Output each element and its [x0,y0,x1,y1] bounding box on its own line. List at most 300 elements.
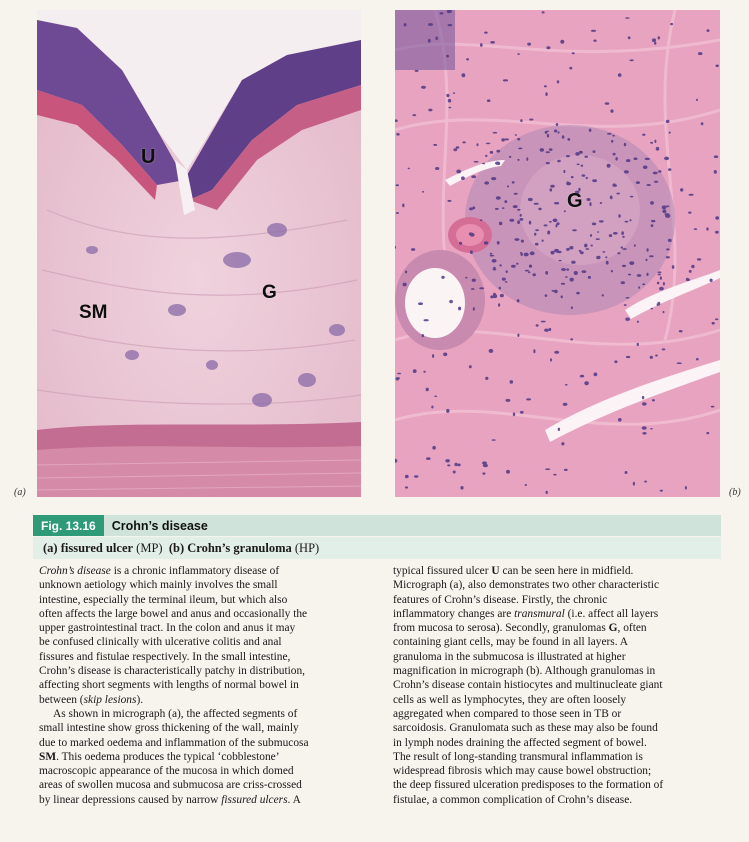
nucleus [642,283,645,285]
nucleus [513,205,518,208]
nucleus [480,219,482,221]
nucleus [633,482,635,486]
text-line: fissures and fistulae respectively. In the small intestine, [39,650,291,663]
nucleus [547,134,549,137]
nucleus [591,245,593,247]
panel-b-desc: Crohn’s granuloma [187,540,292,555]
nucleus [550,188,553,191]
nucleus [613,153,616,156]
nucleus [551,251,555,255]
nucleus [491,177,496,180]
nucleus [624,221,628,223]
nucleus [651,308,654,310]
nucleus [532,273,536,276]
nucleus [657,282,659,285]
nucleus [577,164,580,166]
nucleus [396,184,399,186]
text-line: Crohn’s disease is characteristically patchy in distribution, [39,665,306,678]
nucleus [424,319,429,321]
nucleus [514,238,519,241]
nucleus [517,138,520,140]
nucleus [485,377,488,380]
nucleus [509,219,514,222]
nucleus [423,371,426,373]
nucleus [662,348,666,350]
figure-number: Fig. 13.16 [33,515,104,536]
nucleus [404,23,407,26]
nucleus [443,353,447,357]
text-span: typical fissured ulcer [393,565,492,577]
nucleus [570,338,573,340]
nucleus [440,12,444,14]
nucleus [502,207,505,209]
nucleus [507,185,509,187]
nucleus [526,157,528,161]
nucleus [706,227,708,230]
nucleus [652,38,656,42]
nucleus [495,208,499,210]
nucleus [680,188,683,191]
nucleus [625,471,628,474]
nucleus [525,484,527,486]
nucleus [622,265,626,267]
nucleus [498,303,500,307]
panel-a-desc: fissured ulcer [60,540,134,555]
nucleus [564,210,566,212]
nucleus [469,365,472,368]
figure-title: Crohn’s disease [111,518,208,533]
nucleus [621,246,623,248]
text-span: by linear depressions caused by narrow [39,793,222,806]
micrograph-a-image [37,10,361,497]
nucleus [473,307,475,311]
nucleus [689,270,692,273]
nucleus [447,464,450,466]
nucleus [660,276,662,279]
nucleus [471,288,475,290]
micrograph-b-image [395,10,720,497]
nucleus [582,174,586,176]
nucleus [530,251,535,255]
nucleus [545,294,548,297]
nucleus [586,248,590,250]
nucleus [529,265,532,268]
nucleus [629,219,631,221]
nucleus [405,475,409,479]
nucleus [712,322,715,325]
nucleus [689,194,694,196]
nucleus [672,265,675,269]
nucleus [524,253,529,257]
nucleus [499,222,502,226]
nucleus [512,181,515,183]
nucleus [403,283,407,287]
nucleus [561,268,566,271]
panel-b-mag-text: (HP) [294,540,320,555]
nucleus [465,277,467,279]
nucleus [710,279,713,282]
nucleus [652,399,655,401]
nucleus [594,373,598,377]
nucleus [535,229,539,231]
nucleus [622,248,626,250]
nucleus [593,150,596,153]
text-span: can be seen here in midfield. [499,565,634,577]
nucleus [484,32,488,34]
nucleus [649,255,654,257]
nucleus [651,220,655,222]
nucleus [625,17,629,19]
nucleus [706,432,709,434]
fissured-ulcers-term: fissured ulcers [221,793,288,806]
nucleus [642,396,644,399]
nucleus [584,244,587,248]
nucleus [435,37,438,41]
nucleus [645,259,647,261]
nucleus [556,249,558,252]
nucleus [586,198,590,201]
nucleus [544,224,548,226]
nucleus [607,164,611,168]
text-line: due to marked oedema and inflammation of the submucosa [39,736,309,749]
text-span: from mucosa to serosa). Secondly, granulomas [393,622,609,635]
nucleus [642,426,647,430]
text-line: The result of long-standing transmural inflammation is [393,750,643,763]
nucleus [474,161,479,163]
nucleus [485,155,487,157]
nucleus [593,40,596,42]
nucleus [514,193,518,195]
nucleus [688,212,691,214]
nucleus [624,304,627,306]
nucleus [579,151,583,154]
nucleus [658,170,661,172]
nucleus [482,472,485,474]
nucleus [711,406,715,408]
nucleus [542,11,545,13]
nucleus [506,270,508,273]
nucleus [605,256,607,258]
nucleus [493,268,497,270]
nucleus [563,403,568,406]
nucleus [549,221,552,223]
nucleus [668,168,671,171]
nucleus [515,134,517,136]
panel-a-mag-text: (MP) [136,540,163,555]
nucleus [685,486,687,490]
nucleus [654,42,656,45]
nucleus [490,255,495,257]
nucleus [647,248,649,251]
text-line: aggregated when compared to those seen in TB or [393,707,622,720]
nucleus [606,261,609,265]
nucleus [662,210,666,214]
nucleus [493,132,498,134]
nucleus [414,475,419,477]
nucleus [566,182,571,185]
nucleus [554,290,558,294]
body-text-right [393,564,717,807]
nucleus [628,274,631,276]
nucleus [426,388,429,392]
nucleus [560,40,564,44]
text-span: ). [136,693,144,706]
nucleus [557,160,561,163]
nucleus [546,491,548,494]
nucleus [540,148,544,152]
nucleus [435,167,439,170]
nucleus [694,228,697,230]
nucleus [611,270,613,272]
nucleus [660,490,663,492]
nucleus [559,260,562,262]
nucleus [637,274,642,277]
nucleus [480,43,483,47]
nucleus [487,99,491,102]
text-span: , often [617,622,647,635]
label-u: U [141,146,156,168]
text-line [393,621,717,635]
nucleus [462,141,465,143]
nucleus [415,70,419,72]
text-line: affecting short segments with lengths of normal bowel in [39,679,299,692]
nucleus [613,232,618,235]
nucleus [581,165,584,167]
nucleus [453,148,457,151]
nucleus [665,206,670,208]
nucleus [609,234,612,237]
nucleus [503,79,508,81]
nucleus [574,271,578,275]
nucleus [666,120,670,123]
nucleus [615,157,617,161]
nucleus [413,369,417,373]
nucleus [588,276,591,279]
nucleus [571,176,574,178]
nucleus [471,175,476,178]
nucleus [715,318,718,320]
label-g-a: G [262,282,277,303]
nucleus [572,229,577,231]
nucleus [554,202,559,204]
nucleus [542,240,544,242]
nucleus [405,486,408,488]
nucleus [521,240,524,243]
nucleus [456,170,461,174]
nucleus [545,468,550,470]
text-span: . A [287,793,301,806]
nucleus [432,354,434,358]
nucleus [625,318,630,321]
text-line: unknown aetiology which mainly involves the small [39,579,278,592]
nucleus [527,43,531,46]
nucleus [496,196,501,199]
nucleus [707,29,710,32]
nucleus [517,334,519,337]
nucleus [506,399,511,402]
nucleus [644,481,647,483]
nucleus [637,321,639,323]
u-bold: U [491,565,500,577]
nucleus [460,486,463,490]
nucleus [696,358,699,360]
nucleus [642,432,646,435]
nucleus [546,162,550,164]
nucleus [459,242,462,245]
nucleus [458,307,461,311]
nucleus [622,236,624,238]
nucleus [550,185,555,188]
text-line: be confused clinically with ulcerative colitis and anal [39,636,282,649]
nucleus [607,133,612,135]
nucleus [506,470,510,474]
panel-b-label: (b) [168,540,188,555]
nucleus [610,196,613,200]
nucleus [446,409,449,413]
nucleus [520,411,524,414]
nucleus [466,58,469,60]
nucleus [666,256,670,258]
nucleus [499,264,501,266]
nucleus [584,381,589,385]
nucleus [489,349,494,353]
nucleus [686,278,689,281]
nucleus [567,138,570,141]
nucleus [624,170,629,173]
nucleus [582,270,587,273]
nucleus [493,293,496,297]
nucleus [418,302,423,305]
nucleus [511,265,516,268]
micrograph-b [395,10,720,497]
nucleus [663,311,665,313]
nucleus [628,36,631,39]
nucleus [701,122,704,125]
nucleus [544,329,549,332]
text-span: (i.e. affect all layers [564,607,659,620]
nucleus [554,130,557,133]
nucleus [617,252,620,254]
nucleus [428,23,433,26]
nucleus [517,299,520,302]
text-span: inflammatory changes are [393,607,515,620]
nucleus [426,457,431,460]
nucleus [509,156,512,158]
skip-lesions-term: skip lesions [83,693,137,706]
text-line [393,607,717,621]
nucleus [566,268,569,270]
nucleus [658,302,661,306]
nucleus [561,283,565,285]
nucleus [642,134,645,136]
nucleus [484,181,489,184]
nucleus [677,362,682,364]
nucleus [642,402,647,405]
nucleus [636,181,640,184]
label-g-b: G [567,190,583,212]
nucleus [490,253,493,255]
nucleus [479,287,484,289]
nucleus [458,464,461,467]
nucleus [602,294,604,296]
nucleus [563,170,565,173]
nucleus [470,250,473,254]
figure-subcaption [33,537,721,559]
nucleus [517,220,520,224]
nucleus [453,471,456,474]
nucleus [624,143,626,146]
nucleus [497,163,500,165]
micrograph-a [37,10,361,497]
nucleus [405,271,407,274]
nucleus [545,271,548,275]
text-line: small intestine show gross thickening of the wall, mainly [39,722,299,735]
nucleus [561,442,564,445]
text-line: sarcoidosis. Granulomata such as these may also be found [393,722,658,735]
text-line: intestine, especially the terminal ileum, but which also [39,593,288,606]
nucleus [565,384,568,386]
nucleus [446,94,449,97]
nucleus [626,297,630,299]
nucleus [516,263,518,265]
nucleus [571,261,575,264]
nucleus [621,231,624,235]
nucleus [645,158,650,160]
nucleus [534,233,536,236]
nucleus [497,241,500,245]
label-sm: SM [79,302,108,323]
nucleus [434,396,437,398]
nucleus [665,213,670,215]
nucleus [596,256,600,259]
nucleus [517,53,520,55]
nucleus [658,36,660,39]
nucleus [565,276,568,278]
nucleus [647,184,651,186]
nucleus [544,85,547,87]
nucleus [646,273,648,276]
nucleus [558,428,560,431]
nucleus [626,159,631,162]
nucleus [669,132,671,134]
nucleus [697,258,701,260]
text-line: cells as well as lymphocytes, they are often loosely [393,693,627,706]
nucleus [566,248,570,251]
nucleus [469,207,473,210]
nucleus [529,221,531,225]
nucleus [664,157,669,161]
nucleus [599,220,604,222]
nucleus [569,67,572,70]
nucleus [520,214,522,217]
nucleus [486,143,491,145]
nucleus [422,334,424,337]
nucleus [572,52,575,54]
nucleus [549,148,553,151]
nucleus [658,274,661,276]
nucleus [456,146,460,148]
nucleus [520,252,522,254]
nucleus [483,464,488,467]
nucleus [470,233,475,237]
nucleus [666,248,670,250]
nucleus [589,202,591,206]
nucleus [554,351,559,354]
nucleus [569,246,573,249]
body-text-left [39,564,363,807]
nucleus [651,224,654,227]
nucleus [561,295,563,298]
